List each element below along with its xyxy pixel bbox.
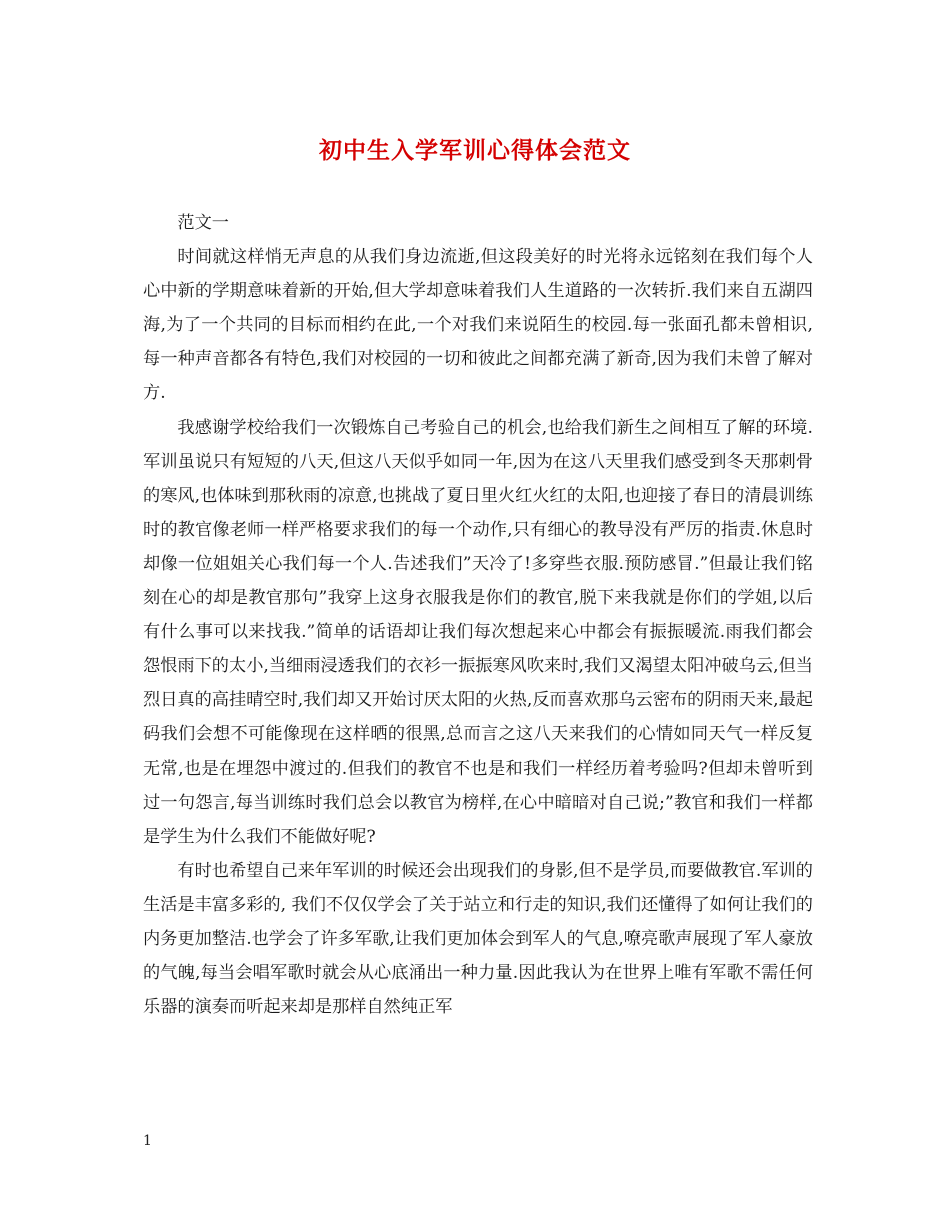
- document-title: 初中生入学军训心得体会范文: [319, 137, 631, 164]
- paragraph-3: 有时也希望自己来年军训的时候还会出现我们的身影,但不是学员,而要做教官.军训的生活是丰富多彩的, 我们不仅仅学会了关于站立和行走的知识,我们还懂得了如何让我们的内务更加整洁.也学会了许多军歌,让我们更加体会到军人的气息,嘹亮歌声展现了军人豪放的气魄,每当会唱军歌时就会从心底涌出一种力量.因此我认为在世界上唯有军歌不需任何乐器的演奏而听起来却是那样自然纯正军: [143, 860, 813, 1018]
- paragraph-2: 我感谢学校给我们一次锻炼自己考验自己的机会,也给我们新生之间相互了解的环境.军训虽说只有短短的八天,但这八天似乎如同一年,因为在这八天里我们感受到冬天那刺骨的寒风,也体味到那秋雨的凉意,也挑战了夏日里火红火红的太阳,也迎接了春日的清晨训练时的教官像老师一样严格要求我们的每一个动作,只有细心的教导没有严厉的指责.休息时却像一位姐姐关心我们每一个人.告述我们”天冷了!多穿些衣服.预防感冒.”但最让我们铭刻在心的却是教官那句”我穿上这身衣服我是你们的教官,脱下来我就是你们的学姐,以后有什么事可以来找我.”简单的话语却让我们每次想起来心中都会有振振暖流.雨我们都会怨恨雨下的太小,当细雨浸透我们的衣衫一振振寒风吹来时,我们又渴望太阳冲破乌云,但当烈日真的高挂晴空时,我们却又开始讨厌太阳的火热,反而喜欢那乌云密布的阴雨天来,最起码我们会想不可能像现在这样晒的很黑,总而言之这八天来我们的心情如同天气一样反复无常,也是在埋怨中渡过的.但我们的教官不也是和我们一样经历着考验吗?但却未曾听到过一句怨言,每当训练时我们总会以教官为榜样,在心中暗暗对自己说;”教官和我们一样都是学生为什么我们不能做好呢?: [143, 417, 813, 847]
- page-number: 1: [143, 1133, 152, 1149]
- document-body: [143, 206, 813, 1024]
- section-heading: 范文一: [177, 213, 229, 233]
- paragraph-1: 时间就这样悄无声息的从我们身边流逝,但这段美好的时光将永远铭刻在我们每个人心中新的学期意味着新的开始,但大学却意味着我们人生道路的一次转折.我们来自五湖四海,为了一个共同的目标而相约在此,一个对我们来说陌生的校园.每一张面孔都未曾相识,每一种声音都各有特色,我们对校园的一切和彼此之间都充满了新奇,因为我们未曾了解对方.: [143, 247, 813, 404]
